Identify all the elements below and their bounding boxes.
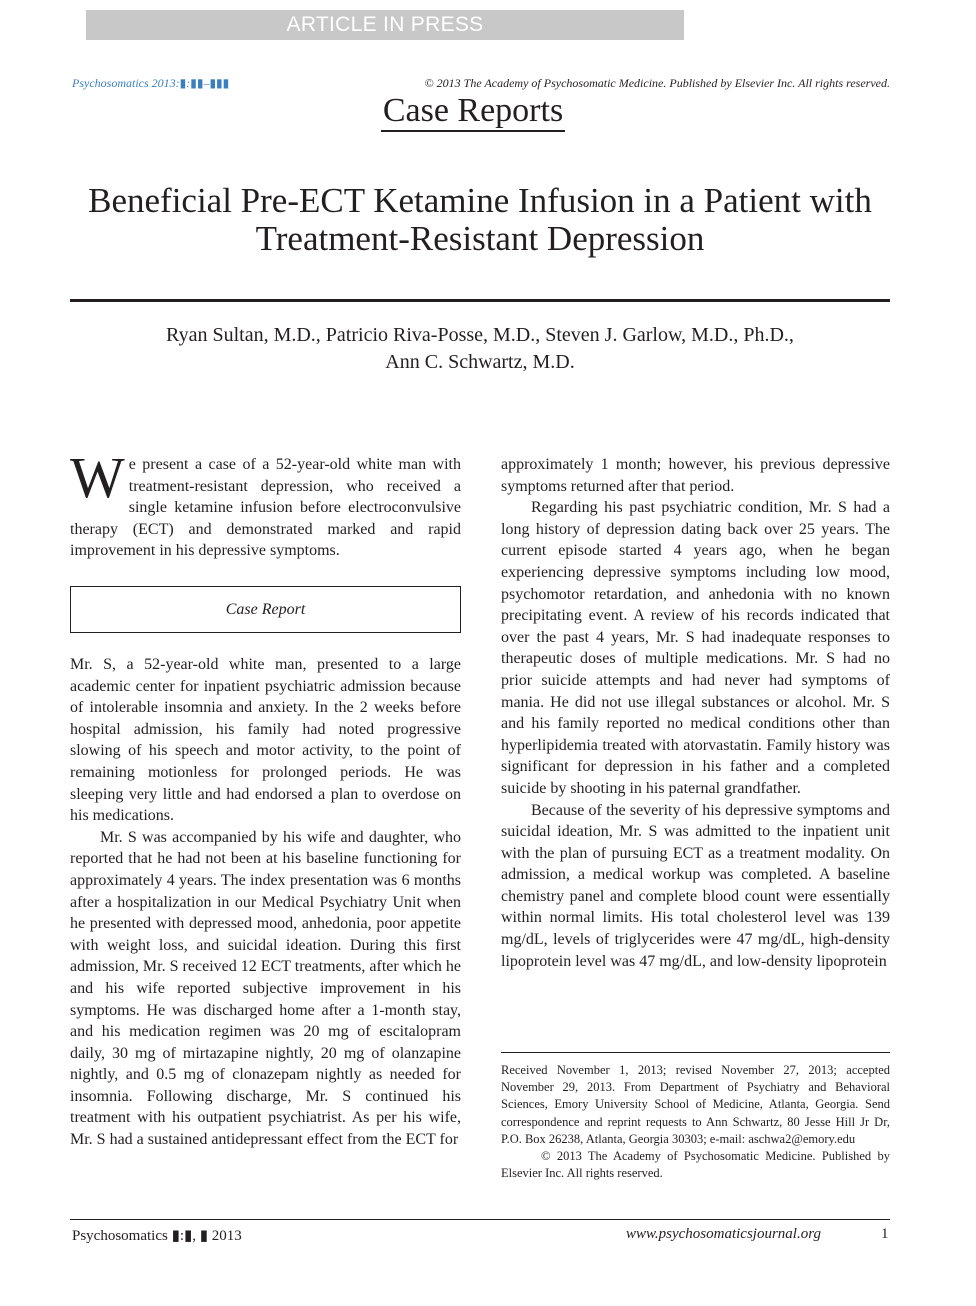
body-paragraph: Mr. S was accompanied by his wife and daughter, who reported that he had not been at his baseline functioning for approximately 4 years. The index presentation was 6 months after a hospitalization in our Medical Psychiatry Unit when he presented with depressed mood, anhedonia, poor appetite with weight loss, and suicidal ideation. During this first admission, Mr. S received 12 ECT treatments, after which he and his wife reported subjective improvement in his symptoms. He was discharged home after a 1-month stay, and his medication regimen was 20 mg of escitalopram daily, 30 mg of mirtazapine nightly, 20 mg of olanzapine nightly, and 0.5 mg of clonazepam nightly as needed for insomnia. Following discharge, Mr. S continued his treatment with his outpatient psychiatrist. As per his wife, Mr. S had a sustained antidepressant effect from the ECT for xyxy=(70,828,461,1149)
case-report-heading-box xyxy=(70,586,461,633)
case-report-heading: Case Report xyxy=(225,601,306,618)
footer-journal-link[interactable]: www.psychosomaticsjournal.org xyxy=(626,1226,822,1242)
section-heading-text: Case Reports xyxy=(381,92,565,132)
article-title-line-2: Treatment-Resistant Depression xyxy=(255,219,705,258)
abstract-text: e present a case of a 52-year-old white man with treatment-resistant depression, who received a single ketamine infusion before electroconvulsive therapy (ECT) and demonstrated marked and rapid improvement in his depressive symptoms. xyxy=(70,456,461,560)
footnote-copyright: © 2013 The Academy of Psychosomatic Medicine. Published by Elsevier Inc. All rights reserved. xyxy=(501,1149,890,1181)
left-column-body xyxy=(70,654,461,1151)
authors-line-2: Ann C. Schwartz, M.D. xyxy=(385,351,575,373)
section-heading xyxy=(0,92,976,132)
footer-divider xyxy=(70,1219,890,1220)
footnote-divider xyxy=(501,1052,890,1053)
article-title xyxy=(60,182,900,258)
article-title-line-1: Beneficial Pre-ECT Ketamine Infusion in a Patient with xyxy=(88,181,872,220)
title-divider xyxy=(70,299,890,302)
journal-citation[interactable]: Psychosomatics 2013:▮:▮▮–▮▮▮ xyxy=(72,76,230,90)
body-paragraph: Because of the severity of his depressive symptoms and suicidal ideation, Mr. S was admitted to the inpatient unit with the plan of pursuing ECT as a treatment modality. On admission, a medical workup was completed. A baseline chemistry panel and complete blood count were essentially within normal limits. His total cholesterol level was 139 mg/dL, levels of triglycerides were 47 mg/dL, high-density lipoprotein level was 47 mg/dL, and low-density lipoprotein xyxy=(501,801,890,970)
body-paragraph: Mr. S, a 52-year-old white man, presented to a large academic center for inpatient psychiatric admission because of intolerable insomnia and anxiety. In the 2 weeks before hospital admission, his family had noted progressive slowing of his speech and motor activity, to the point of remaining motionless for prolonged periods. He was sleeping very little and had endorsed a plan to overdose on his medications. xyxy=(70,656,461,825)
article-footnote xyxy=(501,1062,890,1182)
header-copyright: © 2013 The Academy of Psychosomatic Medicine. Published by Elsevier Inc. All rights reserved. xyxy=(424,76,890,90)
right-column-body xyxy=(501,454,890,972)
body-paragraph: Regarding his past psychiatric condition, Mr. S had a long history of depression dating back over 25 years. The current episode started 4 years ago, when he began experiencing depressive symptoms including low mood, psychomotor retardation, and anhedonia with no known precipitating event. A review of his records indicated that over the past 4 years, Mr. S had inadequate responses to therapeutic doses of multiple medications. Mr. S had no prior suicide attempts and had never had symptoms of mania. He did not use illegal substances or alcohol. Mr. S and his family reported no medical conditions other than hyperlipidemia treated with atorvastatin. Family history was significant for depression in his father and a completed suicide by shooting in his paternal grandfather. xyxy=(501,499,890,797)
article-in-press-banner: ARTICLE IN PRESS xyxy=(86,10,684,40)
drop-cap: W xyxy=(70,445,125,510)
body-paragraph: approximately 1 month; however, his previous depressive symptoms returned after that period. xyxy=(501,456,890,495)
page-number: 1 xyxy=(881,1226,889,1242)
footer-journal: Psychosomatics ▮:▮, ▮ 2013 xyxy=(72,1228,242,1244)
footnote-received: Received November 1, 2013; revised November 27, 2013; accepted November 29, 2013. From Department of Psychiatry and Behavioral Sciences, Emory University School of Medicine, Atlanta, Georgia. Send correspondence and reprint requests to Ann Schwartz, 80 Jesse Hill Jr Dr, P.O. Box 26238, Atlanta, Georgia 30303; e-mail: aschwa2@emory.edu xyxy=(501,1063,890,1146)
author-list xyxy=(70,322,890,376)
abstract xyxy=(70,445,461,562)
abstract-paragraph xyxy=(70,445,461,562)
authors-line-1: Ryan Sultan, M.D., Patricio Riva-Posse, M.D., Steven J. Garlow, M.D., Ph.D., xyxy=(166,324,794,346)
